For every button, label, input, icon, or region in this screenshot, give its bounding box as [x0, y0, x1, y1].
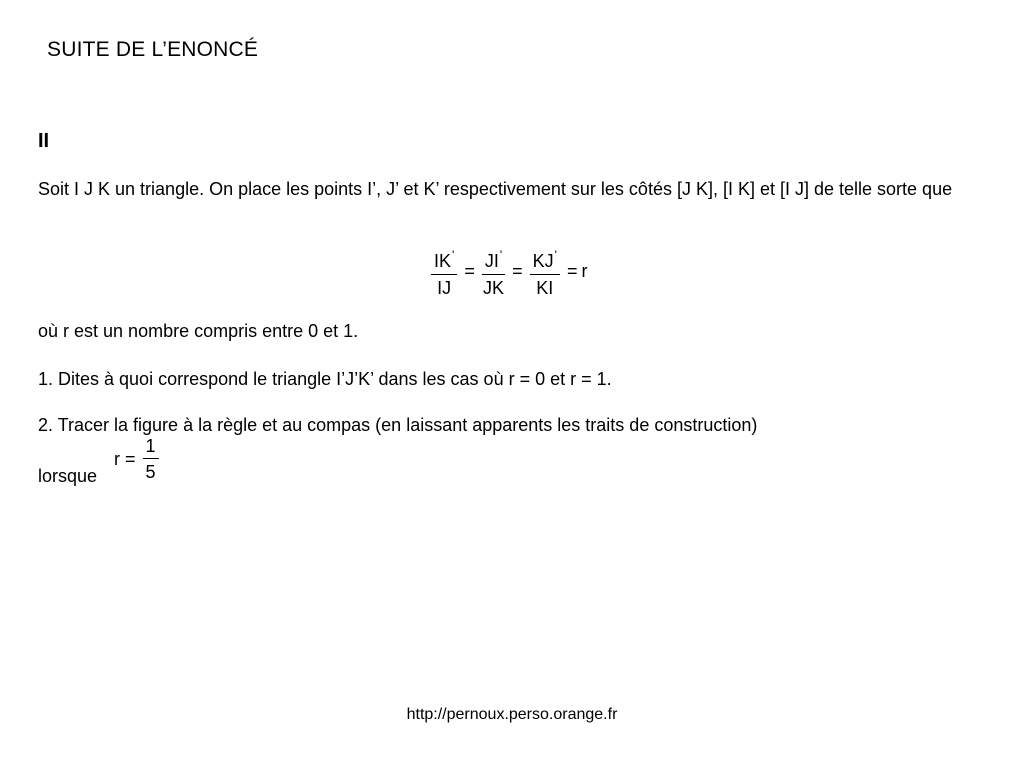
footer-url: http://pernoux.perso.orange.fr: [406, 706, 618, 723]
where-text: où r est un nombre compris entre 0 et 1.: [38, 321, 359, 341]
r-equals-label: r =: [114, 448, 136, 469]
prime-mark: ': [499, 248, 503, 262]
prime-mark: ': [554, 248, 557, 262]
fraction-1-numerator: IK: [434, 251, 452, 271]
slide-title: SUITE DE L’ENONCÉ: [47, 38, 259, 61]
question-1: 1. Dites à quoi correspond le triangle I’J’K’ dans les cas où r = 0 et r = 1.: [38, 369, 612, 389]
r-value-equation: [114, 436, 162, 482]
lorsque-label: lorsque: [38, 466, 98, 486]
intro-paragraph: Soit I J K un triangle. On place les points I’, J’ et K’ respectivement sur les côtés [J K], [I K] et [I J] de telle sorte que: [38, 179, 953, 199]
ratio-fraction-3: [530, 244, 560, 298]
ratio-fraction-2: [482, 244, 505, 298]
r-value-fraction: [143, 436, 159, 482]
ratio-value-r: r: [581, 260, 588, 281]
equals-sign: =: [512, 260, 523, 281]
ratio-equation: [428, 244, 587, 298]
question-2: 2. Tracer la figure à la règle et au compas (en laissant apparents les traits de construction): [38, 415, 758, 435]
fraction-1-denominator: IJ: [437, 278, 452, 298]
fraction-2-numerator: JI: [484, 251, 499, 271]
prime-mark: ': [452, 248, 455, 262]
section-heading: II: [38, 130, 50, 152]
fraction-3-denominator: KI: [536, 278, 554, 298]
equals-sign: =: [464, 260, 475, 281]
fraction-2-denominator: JK: [482, 278, 504, 298]
r-value-denominator: 5: [145, 462, 156, 482]
fraction-3-numerator: KJ: [532, 251, 554, 271]
r-value-numerator: 1: [143, 436, 159, 459]
ratio-fraction-1: [431, 244, 457, 298]
equals-sign: =: [566, 260, 578, 281]
